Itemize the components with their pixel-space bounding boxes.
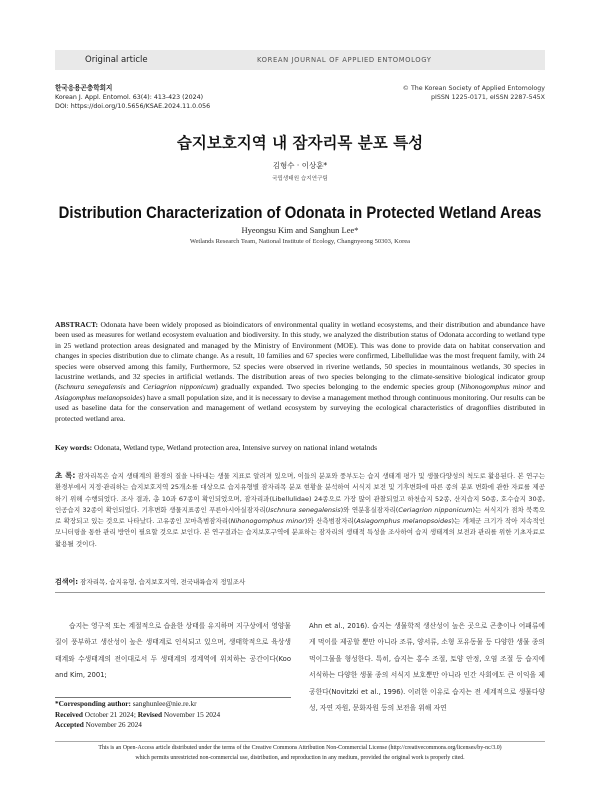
copyright-line: © The Korean Society of Applied Entomology <box>402 85 545 92</box>
english-authors: Hyeongsu Kim and Sanghun Lee* <box>241 225 359 235</box>
article-type-label: Original article <box>85 55 148 65</box>
species-name: Ischnura senegalensis <box>268 505 341 514</box>
species-name: Ischnura senegalensis <box>57 382 126 392</box>
korean-authors: 김형수 · 이상훈* <box>272 161 328 170</box>
dates-line <box>55 710 291 721</box>
citation-line: Korean J. Appl. Entomol. 63(4): 413-423 (2024) <box>55 94 204 101</box>
journal-name: KOREAN JOURNAL OF APPLIED ENTOMOLOGY <box>257 56 432 64</box>
species-name: Nihonogomphus minor <box>460 382 531 392</box>
body-column-right: Ahn et al., 2016). 습지는 생물학적 생산성이 높은 곳으로 곤충이나 어패류에게 먹이를 제공할 뿐만 아니라 조류, 양서류, 소형 포유동물 등 다양한 생물 종의 먹이그물을 형성한다. 특히, 습지는 홍수 조절, 토양 안정, 오염 조절 등 습지에 서식하는 다양한 생물 종의 서식지 보호뿐만 아니라 인간 사회에도 큰 이익을 제공한다(Novitzki et al., 1996). 이러한 이유로 습지는 전 세계적으로 생물다양성, 자연 자원, 문화자원 등의 보전을 위해 자연 <box>309 622 545 713</box>
korean-abstract-text-3: )는 서식지가 점차 북쪽으로 확장되고 있는 것으로 나타났다. 고유종인 꼬마측범잠자리( <box>55 505 546 526</box>
footnote-divider <box>55 697 291 698</box>
citation-block <box>55 84 315 111</box>
revised-date: November 15 2024 <box>162 709 221 719</box>
corresponding-author-label: *Corresponding author: <box>55 699 131 708</box>
species-name: Nihonogomphus minor <box>230 517 305 526</box>
korean-keywords-label: 검색어: <box>55 578 79 586</box>
keywords-label: Key words: <box>55 443 93 452</box>
english-abstract <box>55 320 545 424</box>
korean-abstract-text-1: 잠자리목은 습지 생태계의 환경의 질을 나타내는 생물 지표로 알려져 있으며, 이들의 분포와 풍부도는 습지 생태계 평가 및 생물다양성의 척도로 활용된다. 본 연구는 환경부에서 지정·관리하는 습지보호지역 25개소를 대상으로 습지유형별 잠자리목 분포 현황을 분석하여 서식지 보전 및 기후변화에 따른 종의 분포 변화에 관한 자료를 제공하기 위해 수행되었다. 조사 결과, 총 10과 67종이 확인되었으며, 잠자리과(Libellulidae) 24종으로 가장 많이 관찰되었고 하천습지 52종, 산지습지 50종, 호수습지 30종, 인공습지 32종이 확인되었다. 기후변화 생물지표종인 푸른아시아실잠자리( <box>55 472 545 514</box>
journal-header-band <box>55 50 545 70</box>
korean-abstract-label: 초 록: <box>55 471 76 480</box>
korean-keywords-text: 잠자리목, 습지유형, 습지보호지역, 전국내륙습지 정밀조사 <box>78 578 246 586</box>
korean-abstract-text-5: )는 개체군 크기가 작아 지속적인 모니터링을 통한 관리 방안이 필요할 것으로 보인다. 본 연구결과는 습지보호구역에 분포하는 잠자리의 생태적 특성을 조사하여 습지 생태계의 보전과 관리를 위한 기초자료로 활용될 것이다. <box>55 517 545 548</box>
english-title: Distribution Characterization of Odonata in Protected Wetland Areas <box>58 204 542 222</box>
korean-title: 습지보호지역 내 잠자리목 분포 특성 <box>176 134 424 152</box>
corresponding-author-line <box>55 699 291 710</box>
abstract-text-4: and <box>530 382 545 392</box>
revised-label: Revised <box>137 709 163 719</box>
species-name: Ceriagrion nipponicum <box>143 382 216 392</box>
abstract-text-2: and <box>125 382 144 392</box>
accepted-date: November 26 2024 <box>83 720 142 729</box>
english-keywords <box>55 443 545 453</box>
species-name: Asiagomphus melanopsoides <box>356 517 452 526</box>
received-date: October 21 2024; <box>82 709 138 719</box>
footnote-block <box>55 699 291 731</box>
received-label: Received <box>55 709 83 719</box>
species-name: Ceriagrion nipponicum <box>398 505 473 514</box>
korean-affiliation: 국립생태원 습지연구팀 <box>272 176 328 182</box>
korean-keywords <box>55 577 545 587</box>
accepted-line <box>55 720 291 731</box>
license-line-2: which permits unrestricted non-commercial use, distribution, and reproduction in any medium, provided the original work is properly cited. <box>135 754 465 761</box>
issn-line: pISSN 1225-0171, eISSN 2287-545X <box>431 94 545 101</box>
english-affiliation: Wetlands Research Team, National Institute of Ecology, Changnyeong 50303, Korea <box>189 238 411 245</box>
license-line-1: This is an Open-Access article distributed under the terms of the Creative Commons Attribution Non-Commercial License (http://creativecommons.org/licenses/by-nc/3.0) <box>98 745 502 751</box>
abstract-label: ABSTRACT: <box>55 320 99 329</box>
abstract-text-1: Odonata have been widely proposed as bioindicators of environmental quality in wetland ecosystems, and their distribution and abundance have been used as measures for wetland ecosystem evaluation and biodiversity. In this study, we analyzed the distribution status of Odonata according to wetland type in 25 wetland protection areas designated and managed by the Ministry of Environment (MOE). This was done to provide data on habitat conservation and changes in species distribution due to climate change. As a result, 10 families and 67 species were confirmed, Libellulidae was the most frequent family, with 24 species were observed among this family, Furthermore, 52 species were observed in riverine wetlands, 50 species in mountainous wetlands, 30 species in lacustrine wetlands, and 32 species in artificial wetlands. The distribution areas of two species belonging to the climate-sensitive biological indicator group ( <box>55 320 545 392</box>
doi-link[interactable]: DOI: https://doi.org/10.5656/KSAE.2024.11.0.056 <box>55 103 211 110</box>
accepted-label: Accepted <box>55 720 84 729</box>
korean-abstract <box>55 470 545 550</box>
body-column-left: 습지는 영구적 또는 계절적으로 습윤한 상태를 유지하며 지구상에서 영양물질이 풍부하고 생산성이 높은 생태계로 인식되고 있으며, 생태학적으로 육상생태계와 수생태계의 전이대로서 두 생태계의 경계역에 위치하는 공간이다(Koo and Kim, 2001; <box>55 622 291 680</box>
korean-journal-name: 한국응용곤충학회지 <box>55 84 113 92</box>
section-divider <box>55 592 545 593</box>
korean-abstract-text-4: )와 산측범잠자리( <box>304 517 357 526</box>
species-name: Asiagomphus melanopsoides <box>55 392 143 402</box>
abstract-text-3: ) gradually expanded. Two species belonging to the endemic species group ( <box>215 382 461 392</box>
keywords-text: Odonata, Wetland type, Wetland protection area, Intensive survey on national inland wetalnds <box>92 443 378 452</box>
license-notice <box>55 741 545 768</box>
abstract-text-5: ) have a small population size, and it is necessary to devise a management method through continuous monitoring. Our results can be used as baseline data for the conservation and management of wetland ecosystem by surveying the ecological characteristics of dragonflies distributed in protected wetland area. <box>55 392 545 423</box>
korean-abstract-text-2: )와 연분홍실잠자리( <box>340 505 399 514</box>
corresponding-email[interactable]: sanghunlee@nie.re.kr <box>130 699 197 708</box>
issn-block <box>325 84 545 102</box>
